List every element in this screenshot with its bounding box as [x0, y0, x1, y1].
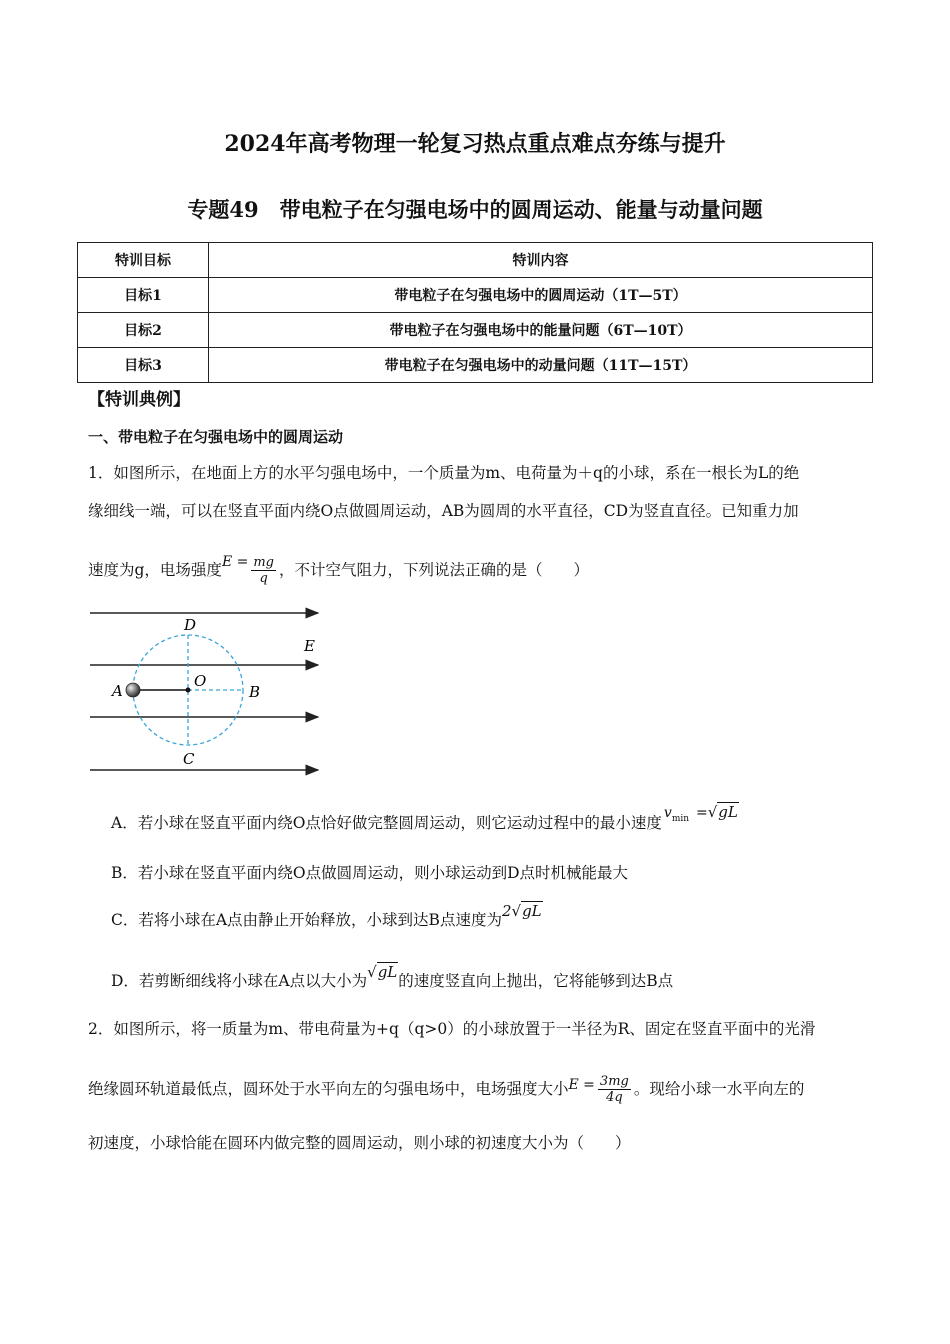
q1-line1: 1．如图所示，在地面上方的水平匀强电场中，一个质量为m、电荷量为＋q的小球，系在一根长为L的绝	[88, 464, 800, 482]
q2-e-den: 4q	[606, 1089, 623, 1105]
option-a-text: A．若小球在竖直平面内绕O点恰好做完整圆周运动，则它运动过程中的最小速度	[111, 814, 662, 832]
table-row	[78, 278, 873, 313]
table-cell-goal: 目标3	[78, 348, 209, 383]
q2-line2-text-a: 绝缘圆环轨道最低点，圆环处于水平向左的匀强电场中，电场强度大小	[88, 1080, 569, 1098]
sub-title: 专题49 带电粒子在匀强电场中的圆周运动、能量与动量问题	[187, 197, 763, 222]
vmin-subscript: min	[671, 814, 690, 825]
q2-line1: 2．如图所示，将一质量为m、带电荷量为+q（q>0）的小球放置于一半径为R、固定在竖直平面中的光滑	[88, 1020, 816, 1038]
q1-line2: 缘细线一端，可以在竖直平面内绕O点做圆周运动，AB为圆周的水平直径，CD为竖直直径。已知重力加	[88, 502, 799, 520]
vmin-symbol: v	[663, 805, 672, 822]
option-a	[111, 800, 739, 844]
table-cell-content: 带电粒子在匀强电场中的动量问题（11T—15T）	[209, 348, 873, 383]
q1-e-num: mg	[253, 554, 274, 570]
label-c: C	[183, 750, 195, 768]
pivot-point	[186, 688, 191, 693]
vmin-equals: =	[695, 805, 708, 822]
option-d-math	[367, 963, 398, 981]
table-row	[78, 348, 873, 383]
table-cell-content: 带电粒子在匀强电场中的圆周运动（1T—5T）	[209, 278, 873, 313]
table-header-row	[78, 243, 873, 278]
q2-e-fraction	[598, 1074, 631, 1105]
q2-e-num: 3mg	[599, 1073, 629, 1089]
sqrt-radicand: gL	[377, 963, 398, 981]
option-a-math	[664, 803, 739, 824]
q2-line3: 初速度，小球恰能在圆环内做完整的圆周运动，则小球的初速度大小为（ ）	[88, 1134, 631, 1152]
q1-line3-text-a: 速度为g，电场强度	[88, 561, 222, 579]
table-cell-content: 带电粒子在匀强电场中的能量问题（6T—10T）	[209, 313, 873, 348]
q1-figure	[86, 605, 326, 780]
q1-line3-text-b: ，不计空气阻力，下列说法正确的是（ ）	[279, 561, 590, 579]
table-header-goal: 特训目标	[78, 243, 209, 278]
sqrt-radicand: gL	[522, 902, 542, 920]
main-title: 2024年高考物理一轮复习热点重点难点夯练与提升	[224, 131, 726, 157]
q1-line3	[88, 548, 589, 592]
table-header-content: 特训内容	[209, 243, 873, 278]
ball	[126, 683, 140, 697]
q2-e-lhs: E =	[568, 1077, 595, 1093]
label-a: A	[112, 682, 123, 700]
option-d	[111, 958, 673, 1002]
label-d: D	[184, 616, 197, 634]
label-o: O	[194, 672, 207, 690]
option-d-text-a: D．若剪断细线将小球在A点以大小为	[111, 972, 368, 990]
examples-heading: 【特训典例】	[88, 390, 190, 410]
q2-line2-text-b: 。现给小球一水平向左的	[633, 1080, 805, 1098]
option-c-math	[502, 902, 543, 920]
option-c-text: C．若将小球在A点由静止开始释放，小球到达B点速度为	[111, 911, 502, 929]
label-e: E	[304, 637, 315, 655]
q2-line2	[88, 1066, 804, 1112]
table-cell-goal: 目标1	[78, 278, 209, 313]
table-cell-goal: 目标2	[78, 313, 209, 348]
option-d-text-b: 的速度竖直向上抛出，它将能够到达B点	[398, 972, 674, 990]
table-row	[78, 313, 873, 348]
q1-e-den: q	[259, 570, 268, 586]
sqrt-gl: √gL	[707, 803, 738, 822]
sqrt-coefficient: 2	[501, 902, 512, 920]
q1-e-fraction	[251, 555, 276, 586]
option-b: B．若小球在竖直平面内绕O点做圆周运动，则小球运动到D点时机械能最大	[111, 864, 629, 882]
option-c	[111, 897, 543, 941]
sqrt-gl: √gL	[367, 963, 398, 981]
sqrt-gl: √gL	[511, 902, 542, 920]
targets-table	[77, 242, 873, 383]
sqrt-radicand: gL	[718, 803, 738, 822]
q1-e-lhs: E =	[221, 554, 249, 570]
label-b: B	[249, 683, 261, 701]
part-heading: 一、带电粒子在匀强电场中的圆周运动	[88, 428, 344, 446]
